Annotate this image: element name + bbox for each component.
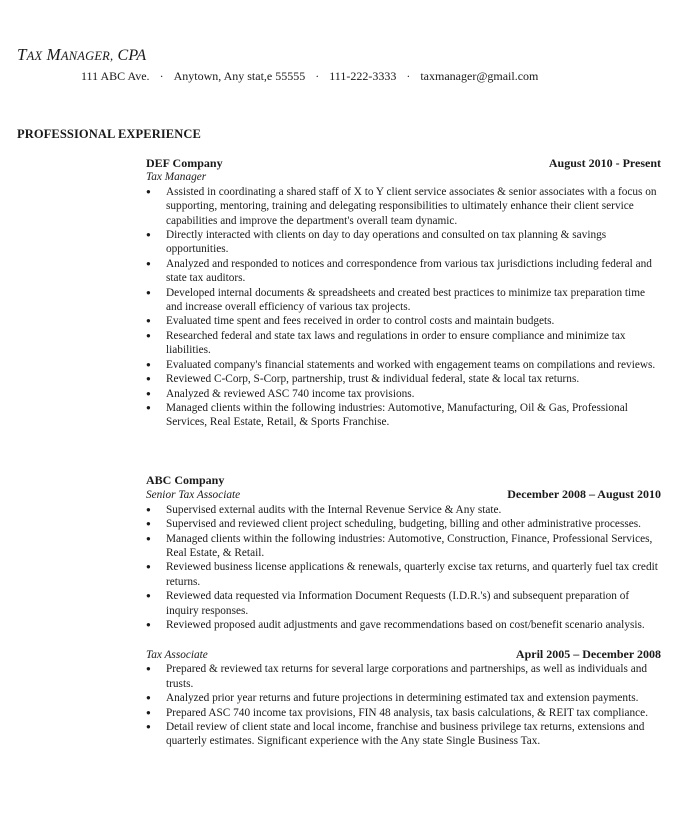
resume-name	[17, 45, 146, 65]
company-name: ABC Company	[146, 473, 225, 487]
bullet-item: ● Prepared ASC 740 income tax provisions, FIN 48 analysis, tax basis calculations, & REIT tax compliance.	[146, 706, 661, 720]
separator: ·	[315, 69, 320, 83]
bullet-item: ● Reviewed proposed audit adjustments and gave recommendations based on cost/benefit scenario analysis.	[146, 618, 661, 632]
name-rest-1: AX	[26, 49, 43, 63]
bullet-item: ● Evaluated company's financial statements and worked with engagement teams on compilations and reviews.	[146, 358, 661, 372]
bullet-item: ● Managed clients within the following industries: Automotive, Manufacturing, Oil & Gas, Professional Services, Real Estate, Retail, & Sports Franchise.	[146, 401, 661, 430]
bullet-item: ● Analyzed prior year returns and future projections in determining estimated tax and extension payments.	[146, 691, 661, 705]
bullet-item: ● Analyzed and responded to notices and correspondence from various tax jurisdictions including federal and state tax auditors.	[146, 257, 661, 286]
job-bullets	[146, 503, 661, 633]
job-def-company	[146, 156, 661, 430]
bullet-item: ● Prepared & reviewed tax returns for several large corporations and partnerships, as well as individuals and trusts.	[146, 662, 661, 691]
contact-line	[81, 69, 538, 84]
job-bullets	[146, 662, 661, 748]
bullet-item: ● Detail review of client state and local income, franchise and business privilege tax returns, extensions and quarterly estimates. Significant experience with the Any state Single Business Tax.	[146, 720, 661, 749]
job-dates: August 2010 - Present	[548, 156, 661, 170]
section-title-experience: PROFESSIONAL EXPERIENCE	[17, 127, 201, 141]
bullet-item: ● Supervised and reviewed client project scheduling, budgeting, billing and other administrative processes.	[146, 517, 661, 531]
address: 111 ABC Ave.	[81, 69, 150, 83]
bullet-item: ● Assisted in coordinating a shared staff of X to Y client service associates & senior associates with a focus on supporting, mentoring, training and delegating responsibilities to ultimately enhance their client service capabilities and improve the department's overall team dynamic.	[146, 185, 661, 228]
name-initial-1: T	[17, 45, 27, 64]
name-suffix: CPA	[117, 47, 147, 64]
job-title: Senior Tax Associate	[146, 489, 241, 502]
email: taxmanager@gmail.com	[420, 69, 539, 83]
name-rest-2: ANAGER,	[60, 49, 114, 63]
bullet-item: ● Reviewed business license applications & renewals, quarterly excise tax returns, and quarterly fuel tax credit returns.	[146, 560, 661, 589]
job-title: Tax Manager	[146, 171, 207, 184]
bullet-item: ● Supervised external audits with the Internal Revenue Service & Any state.	[146, 503, 661, 517]
bullet-item: ● Analyzed & reviewed ASC 740 income tax provisions.	[146, 387, 661, 401]
bullet-item: ● Developed internal documents & spreadsheets and created best practices to minimize tax preparation time and increase overall efficiency of various tax projects.	[146, 286, 661, 315]
bullet-item: ● Reviewed data requested via Information Document Requests (I.D.R.'s) and subsequent preparation of inquiry responses.	[146, 589, 661, 618]
bullet-item: ● Researched federal and state tax laws and regulations in order to ensure compliance and minimize tax liabilities.	[146, 329, 661, 358]
job-title: Tax Associate	[146, 649, 208, 661]
job-header	[146, 156, 661, 170]
bullet-item: ● Directly interacted with clients on day to day operations and consulted on tax planning & savings opportunities.	[146, 228, 661, 257]
job-dates: April 2005 – December 2008	[515, 647, 661, 661]
phone: 111-222-3333	[329, 69, 397, 83]
job-tax-associate	[146, 647, 661, 749]
company-name: DEF Company	[146, 156, 223, 170]
city-state-zip: Anytown, Any stat,e 55555	[173, 69, 306, 83]
job-bullets	[146, 185, 661, 430]
bullet-item: ● Evaluated time spent and fees received in order to control costs and maintain budgets.	[146, 314, 661, 328]
job-abc-company	[146, 473, 661, 632]
name-initial-2: M	[46, 45, 61, 64]
separator: ·	[159, 69, 164, 83]
job-dates: December 2008 – August 2010	[507, 487, 661, 502]
job-header	[146, 647, 661, 662]
separator: ·	[406, 69, 411, 83]
bullet-item: ● Reviewed C-Corp, S-Corp, partnership, trust & individual federal, state & local tax returns.	[146, 372, 661, 386]
job-header	[146, 487, 661, 502]
bullet-item: ● Managed clients within the following industries: Automotive, Construction, Finance, Professional Services, Real Estate, & Retail.	[146, 532, 661, 561]
